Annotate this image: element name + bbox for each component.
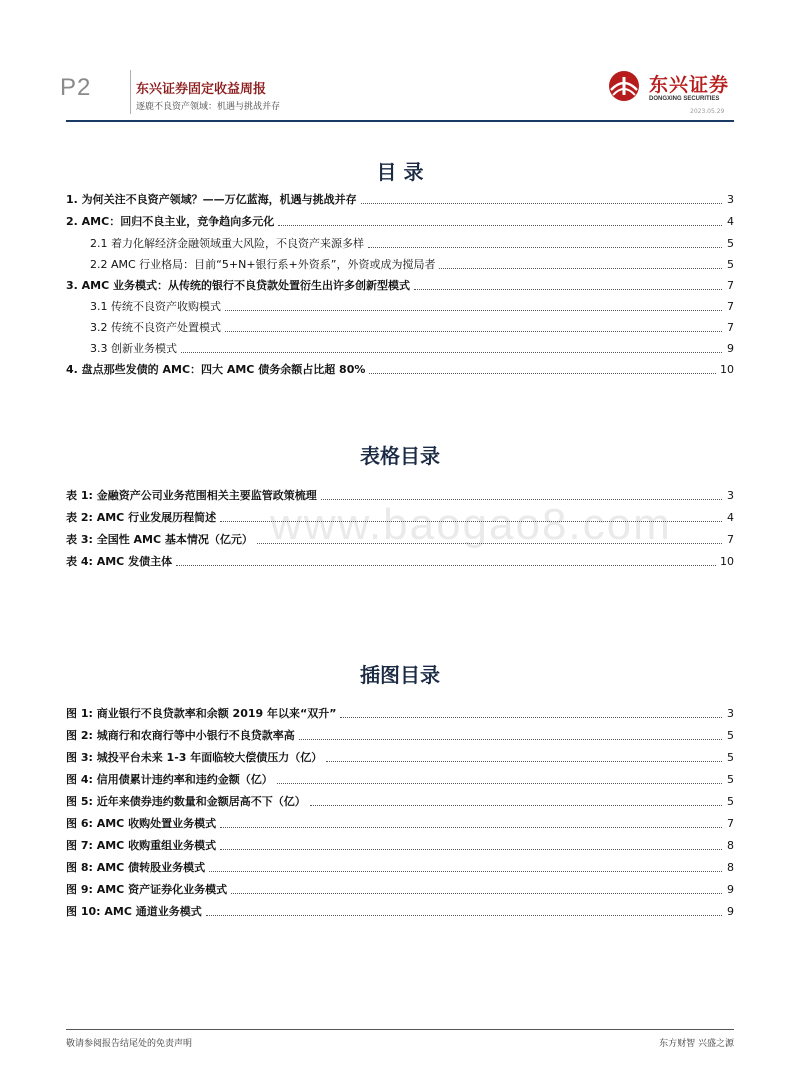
figures-heading: 插图目录 — [360, 663, 440, 687]
dot-leader — [176, 564, 716, 566]
toc-entry-label: 图 9: AMC 资产证券化业务模式 — [66, 883, 228, 896]
figure-list-entry[interactable] — [66, 857, 734, 875]
toc-entry-label: 3.3 创新业务模式 — [90, 342, 177, 355]
toc-entry-page: 7 — [727, 300, 734, 313]
figure-list-entry[interactable] — [66, 725, 734, 743]
toc-entry-page: 10 — [720, 555, 734, 568]
dot-leader — [209, 870, 722, 872]
toc-entry-page: 10 — [720, 363, 734, 376]
logo-chinese-name: 东兴证券 — [649, 74, 730, 96]
report-subtitle: 逐鹿不良资产领域：机遇与挑战并存 — [136, 102, 281, 112]
toc-entry-label: 表 3: 全国性 AMC 基本情况（亿元） — [66, 533, 253, 546]
dot-leader — [326, 760, 722, 762]
toc-entry-label: 3. AMC 业务模式：从传统的银行不良贷款处置衍生出许多创新型模式 — [66, 279, 411, 292]
figure-list-entry[interactable] — [66, 769, 734, 787]
dot-leader — [278, 224, 722, 226]
toc-entry-label: 3.1 传统不良资产收购模式 — [90, 300, 221, 313]
dot-leader — [299, 738, 722, 740]
toc-entry-label: 表 2: AMC 行业发展历程简述 — [66, 511, 217, 524]
toc-entry[interactable] — [66, 211, 734, 229]
company-logo — [607, 68, 737, 108]
toc-entry-page: 7 — [727, 321, 734, 334]
logo-emblem-icon — [607, 70, 641, 102]
toc-entry-label: 表 4: AMC 发债主体 — [66, 555, 173, 568]
watermark: www.baogao8.com — [270, 500, 672, 549]
dot-leader — [340, 716, 722, 718]
toc-entry-label: 表 1: 金融资产公司业务范围相关主要监管政策梳理 — [66, 489, 317, 502]
toc-entry-label: 图 7: AMC 收购重组业务模式 — [66, 839, 217, 852]
toc-entry[interactable] — [90, 317, 734, 335]
toc-entry-page: 5 — [727, 773, 734, 786]
tables-heading: 表格目录 — [360, 444, 440, 468]
dot-leader — [220, 826, 722, 828]
dot-leader — [231, 892, 722, 894]
toc-entry-page: 5 — [727, 237, 734, 250]
toc-entry-page: 5 — [727, 751, 734, 764]
toc-entry-page: 9 — [727, 905, 734, 918]
toc-entry-page: 7 — [727, 279, 734, 292]
toc-entry-label: 图 10: AMC 通道业务模式 — [66, 905, 202, 918]
header-date: 2023.05.29 — [690, 108, 725, 115]
dot-leader — [257, 542, 722, 544]
toc-entry[interactable] — [66, 275, 734, 293]
footer-slogan: 东方财智 兴盛之源 — [659, 1039, 734, 1049]
dot-leader — [181, 351, 722, 353]
header-divider — [130, 70, 131, 114]
dot-leader — [414, 288, 722, 290]
toc-entry-page: 8 — [727, 839, 734, 852]
dot-leader — [220, 848, 722, 850]
figure-list-entry[interactable] — [66, 901, 734, 919]
figure-list-entry[interactable] — [66, 879, 734, 897]
toc-entry-page: 7 — [727, 817, 734, 830]
toc-entry-page: 3 — [727, 707, 734, 720]
series-title: 东兴证券固定收益周报 — [136, 82, 267, 97]
toc-entry-label: 图 8: AMC 债转股业务模式 — [66, 861, 206, 874]
contents-heading: 目 录 — [376, 160, 424, 184]
toc-entry[interactable] — [90, 338, 734, 356]
toc-entry[interactable] — [90, 296, 734, 314]
toc-entry-label: 图 6: AMC 收购处置业务模式 — [66, 817, 217, 830]
page-number: P2 — [60, 74, 92, 101]
toc-entry-page: 7 — [727, 533, 734, 546]
header-rule — [66, 120, 734, 122]
dot-leader — [310, 804, 722, 806]
dot-leader — [220, 520, 722, 522]
dot-leader — [277, 782, 722, 784]
toc-entry-page: 9 — [727, 883, 734, 896]
toc-entry-label: 2.2 AMC 行业格局：目前“5+N+银行系+外资系”，外资或成为搅局者 — [90, 258, 436, 271]
toc-entry-label: 4. 盘点那些发债的 AMC：四大 AMC 债务余额占比超 80% — [66, 363, 366, 376]
toc-entry[interactable] — [66, 359, 734, 377]
figure-list-entry[interactable] — [66, 703, 734, 721]
figure-list-entry[interactable] — [66, 835, 734, 853]
dot-leader — [225, 309, 722, 311]
toc-entry-page: 5 — [727, 258, 734, 271]
toc-entry-page: 9 — [727, 342, 734, 355]
dot-leader — [225, 330, 722, 332]
footer-rule — [66, 1029, 734, 1030]
table-list-entry[interactable] — [66, 485, 734, 503]
table-list-entry[interactable] — [66, 507, 734, 525]
figure-list-entry[interactable] — [66, 813, 734, 831]
logo-english-name: DONGXING SECURITIES — [649, 96, 720, 102]
toc-entry-page: 4 — [727, 215, 734, 228]
toc-entry-label: 图 4: 信用债累计违约率和违约金额（亿） — [66, 773, 273, 786]
toc-entry-label: 1. 为何关注不良资产领域？——万亿蓝海，机遇与挑战并存 — [66, 193, 357, 206]
toc-entry-label: 2.1 着力化解经济金融领域重大风险，不良资产来源多样 — [90, 237, 364, 250]
toc-entry[interactable] — [66, 189, 734, 207]
toc-entry-page: 8 — [727, 861, 734, 874]
figure-list-entry[interactable] — [66, 791, 734, 809]
toc-entry-page: 3 — [727, 193, 734, 206]
toc-entry-page: 5 — [727, 795, 734, 808]
table-list-entry[interactable] — [66, 551, 734, 569]
table-list-entry[interactable] — [66, 529, 734, 547]
toc-entry-page: 5 — [727, 729, 734, 742]
dot-leader — [361, 202, 722, 204]
dot-leader — [369, 372, 716, 374]
footer-disclaimer: 敬请参阅报告结尾处的免责声明 — [66, 1039, 193, 1049]
toc-entry-page: 4 — [727, 511, 734, 524]
toc-entry-label: 图 1: 商业银行不良贷款率和余额 2019 年以来“双升” — [66, 707, 337, 720]
toc-entry-label: 图 5: 近年来债券违约数量和金额居高不下（亿） — [66, 795, 306, 808]
toc-entry-label: 3.2 传统不良资产处置模式 — [90, 321, 221, 334]
dot-leader — [206, 914, 722, 916]
dot-leader — [321, 498, 722, 500]
toc-entry-label: 图 3: 城投平台未来 1-3 年面临较大偿债压力（亿） — [66, 751, 323, 764]
toc-entry[interactable] — [90, 233, 734, 251]
toc-entry-page: 3 — [727, 489, 734, 502]
figure-list-entry[interactable] — [66, 747, 734, 765]
dot-leader — [439, 267, 722, 269]
dot-leader — [368, 246, 722, 248]
toc-entry-label: 图 2: 城商行和农商行等中小银行不良贷款率高 — [66, 729, 295, 742]
toc-entry-label: 2. AMC：回归不良主业，竞争趋向多元化 — [66, 215, 275, 228]
toc-entry[interactable] — [90, 254, 734, 272]
